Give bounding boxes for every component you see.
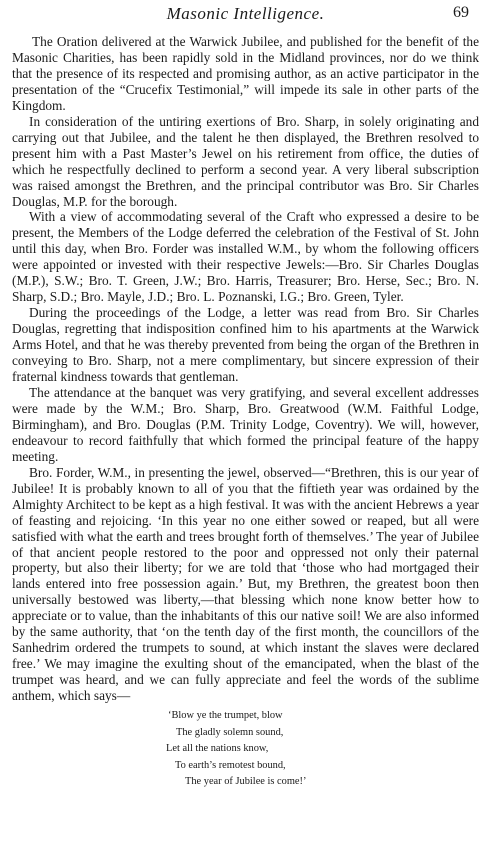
article-body <box>12 34 479 704</box>
verse-line: Let all the nations know, <box>166 743 269 755</box>
paragraph-past-master-jewel: In consideration of the untiring exertions of Bro. Sharp, in solely originating and carrying out that Jubilee, and the talent he then displayed, the Brethren resolved to present him with a Past Master’s Jewel on his retirement from office, the duties of which he respectfully declined to perform a second year. A very liberal subscription was raised amongst the Brethren, and the principal contributor was Bro. Sir Charles Douglas, M.P. for the borough. <box>12 113 479 209</box>
page-number: 69 <box>453 4 469 21</box>
paragraph-installation: With a view of accommodating several of the Craft who expressed a desire to be present, the Members of the Lodge deferred the celebration of the Festival of St. John until this day, when Bro. Forder was installed W.M., by whom the following officers were appointed or invested with their respective Jewels:—Bro. Sir Charles Douglas (M.P.), S.W.; Bro. T. Green, J.W.; Bro. Harris, Treasurer; Bro. Herse, Sec.; Bro. N. Sharp, S.D.; Bro. Mayle, J.D.; Bro. L. Poznanski, I.G.; Bro. Green, Tyler. <box>12 209 479 305</box>
running-title: Masonic Intelligence. <box>166 4 325 23</box>
verse-line: ‘Blow ye the trumpet, blow <box>168 710 283 722</box>
paragraph-oration: The Oration delivered at the Warwick Jubilee, and published for the benefit of the Masonic Charities, has been rapidly sold in the Midland provinces, nor do we think that the presence of its respected and promising author, as an active participator in the presentation of the “Crucefix Testimonial,” will impede its sale in other parts of the Kingdom. <box>12 34 479 113</box>
paragraph-banquet: The attendance at the banquet was very gratifying, and several excellent addresses were made by the W.M.; Bro. Sharp, Bro. Greatwood (W.M. Faithful Lodge, Birmingham), and Bro. Douglas (P.M. Trinity Lodge, Coventry). We will, however, endeavour to record faithfully that which formed the principal feature of the happy meeting. <box>12 384 479 464</box>
verse-quotation <box>166 708 479 791</box>
verse-line: The year of Jubilee is come!’ <box>185 776 307 788</box>
verse-line: To earth’s remotest bound, <box>175 759 286 771</box>
verse-line: The gladly solemn sound, <box>176 726 284 738</box>
paragraph-letter: During the proceedings of the Lodge, a letter was read from Bro. Sir Charles Douglas, regretting that indisposition confined him to his apartments at the Warwick Arms Hotel, and that he was thereby prevented from being the organ of the Brethren in conveying to Bro. Sharp, not a mere complimentary, but sincere expression of their fraternal kindness towards that gentleman. <box>12 305 479 385</box>
page-header <box>12 0 479 34</box>
paragraph-address: Bro. Forder, W.M., in presenting the jewel, observed—“Brethren, this is our year of Jubilee! It is probably known to all of you that the fiftieth year was ordained by the Almighty Architect to be kept as a high festival. It was with the ancient Hebrews a year of feasting and rejoicing. ‘In this year no one either sowed or reaped, but all were satisfied with what the earth and trees brought forth of themselves.’ The year of Jubilee of that ancient people restored to the poor and oppressed not only their paternal property, but also their liberty; for we are told that ‘those who had mortgaged their lands entered into free possession again.’ But, my Brethren, the greatest boon then universally bestowed was liberty,—that blessing which none know better how to appreciate or to value, than the inhabitants of this our native soil! We are also informed by the same authority, that ‘on the tenth day of the first month, the councillors of the Sanhedrim ordered the trumpets to sound, at which instant the slaves were declared free.’ We may imagine the exulting shout of the emancipated, when the blast of the trumpet was heard, and we can fully appreciate and feel the words of the sublime anthem, which says— <box>12 464 479 704</box>
